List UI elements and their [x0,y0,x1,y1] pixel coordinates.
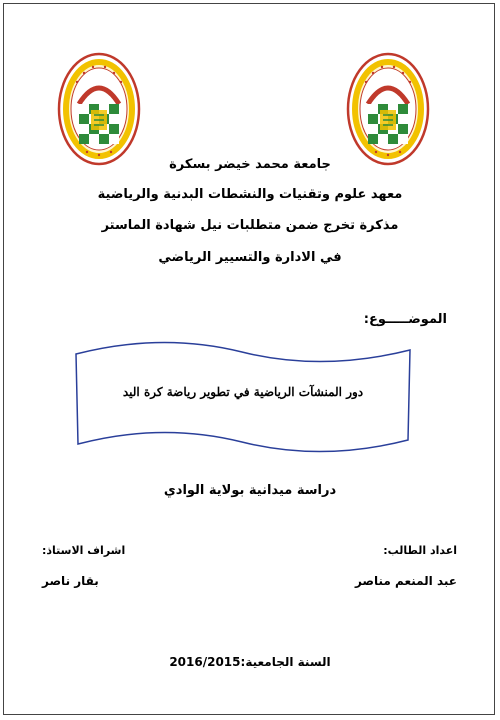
title-banner [72,340,414,458]
thesis-title: دور المنشآت الرياضية في تطوير رياضة كرة اليد [122,385,364,399]
memo-description: مذكرة تخرج ضمن متطلبات نيل شهادة الماستر [101,218,399,233]
university-name: جامعة محمد خيضر بسكرة [169,157,331,172]
student-name: عبد المنعم مناصر [354,574,457,588]
supervisor-label: اشراف الاستاذ: [42,544,126,557]
academic-year: السنة الجامعية:2016/2015 [169,655,331,669]
topic-label: الموضـــــوع: [363,312,447,327]
logo-checker [79,104,119,144]
supervisor-name: بقار ناصر [42,574,99,588]
logo-checker [368,104,408,144]
specialty: في الادارة والتسيير الرياضي [158,250,342,265]
university-logo-right [346,52,430,166]
thesis-subtitle: دراسة ميدانية بولاية الوادي [163,483,337,498]
university-logo-left [57,52,141,166]
student-label: اعداد الطالب: [383,544,457,557]
institute-name: معهد علوم وتقنيات والنشطات البدنية والرياضية [97,187,403,202]
